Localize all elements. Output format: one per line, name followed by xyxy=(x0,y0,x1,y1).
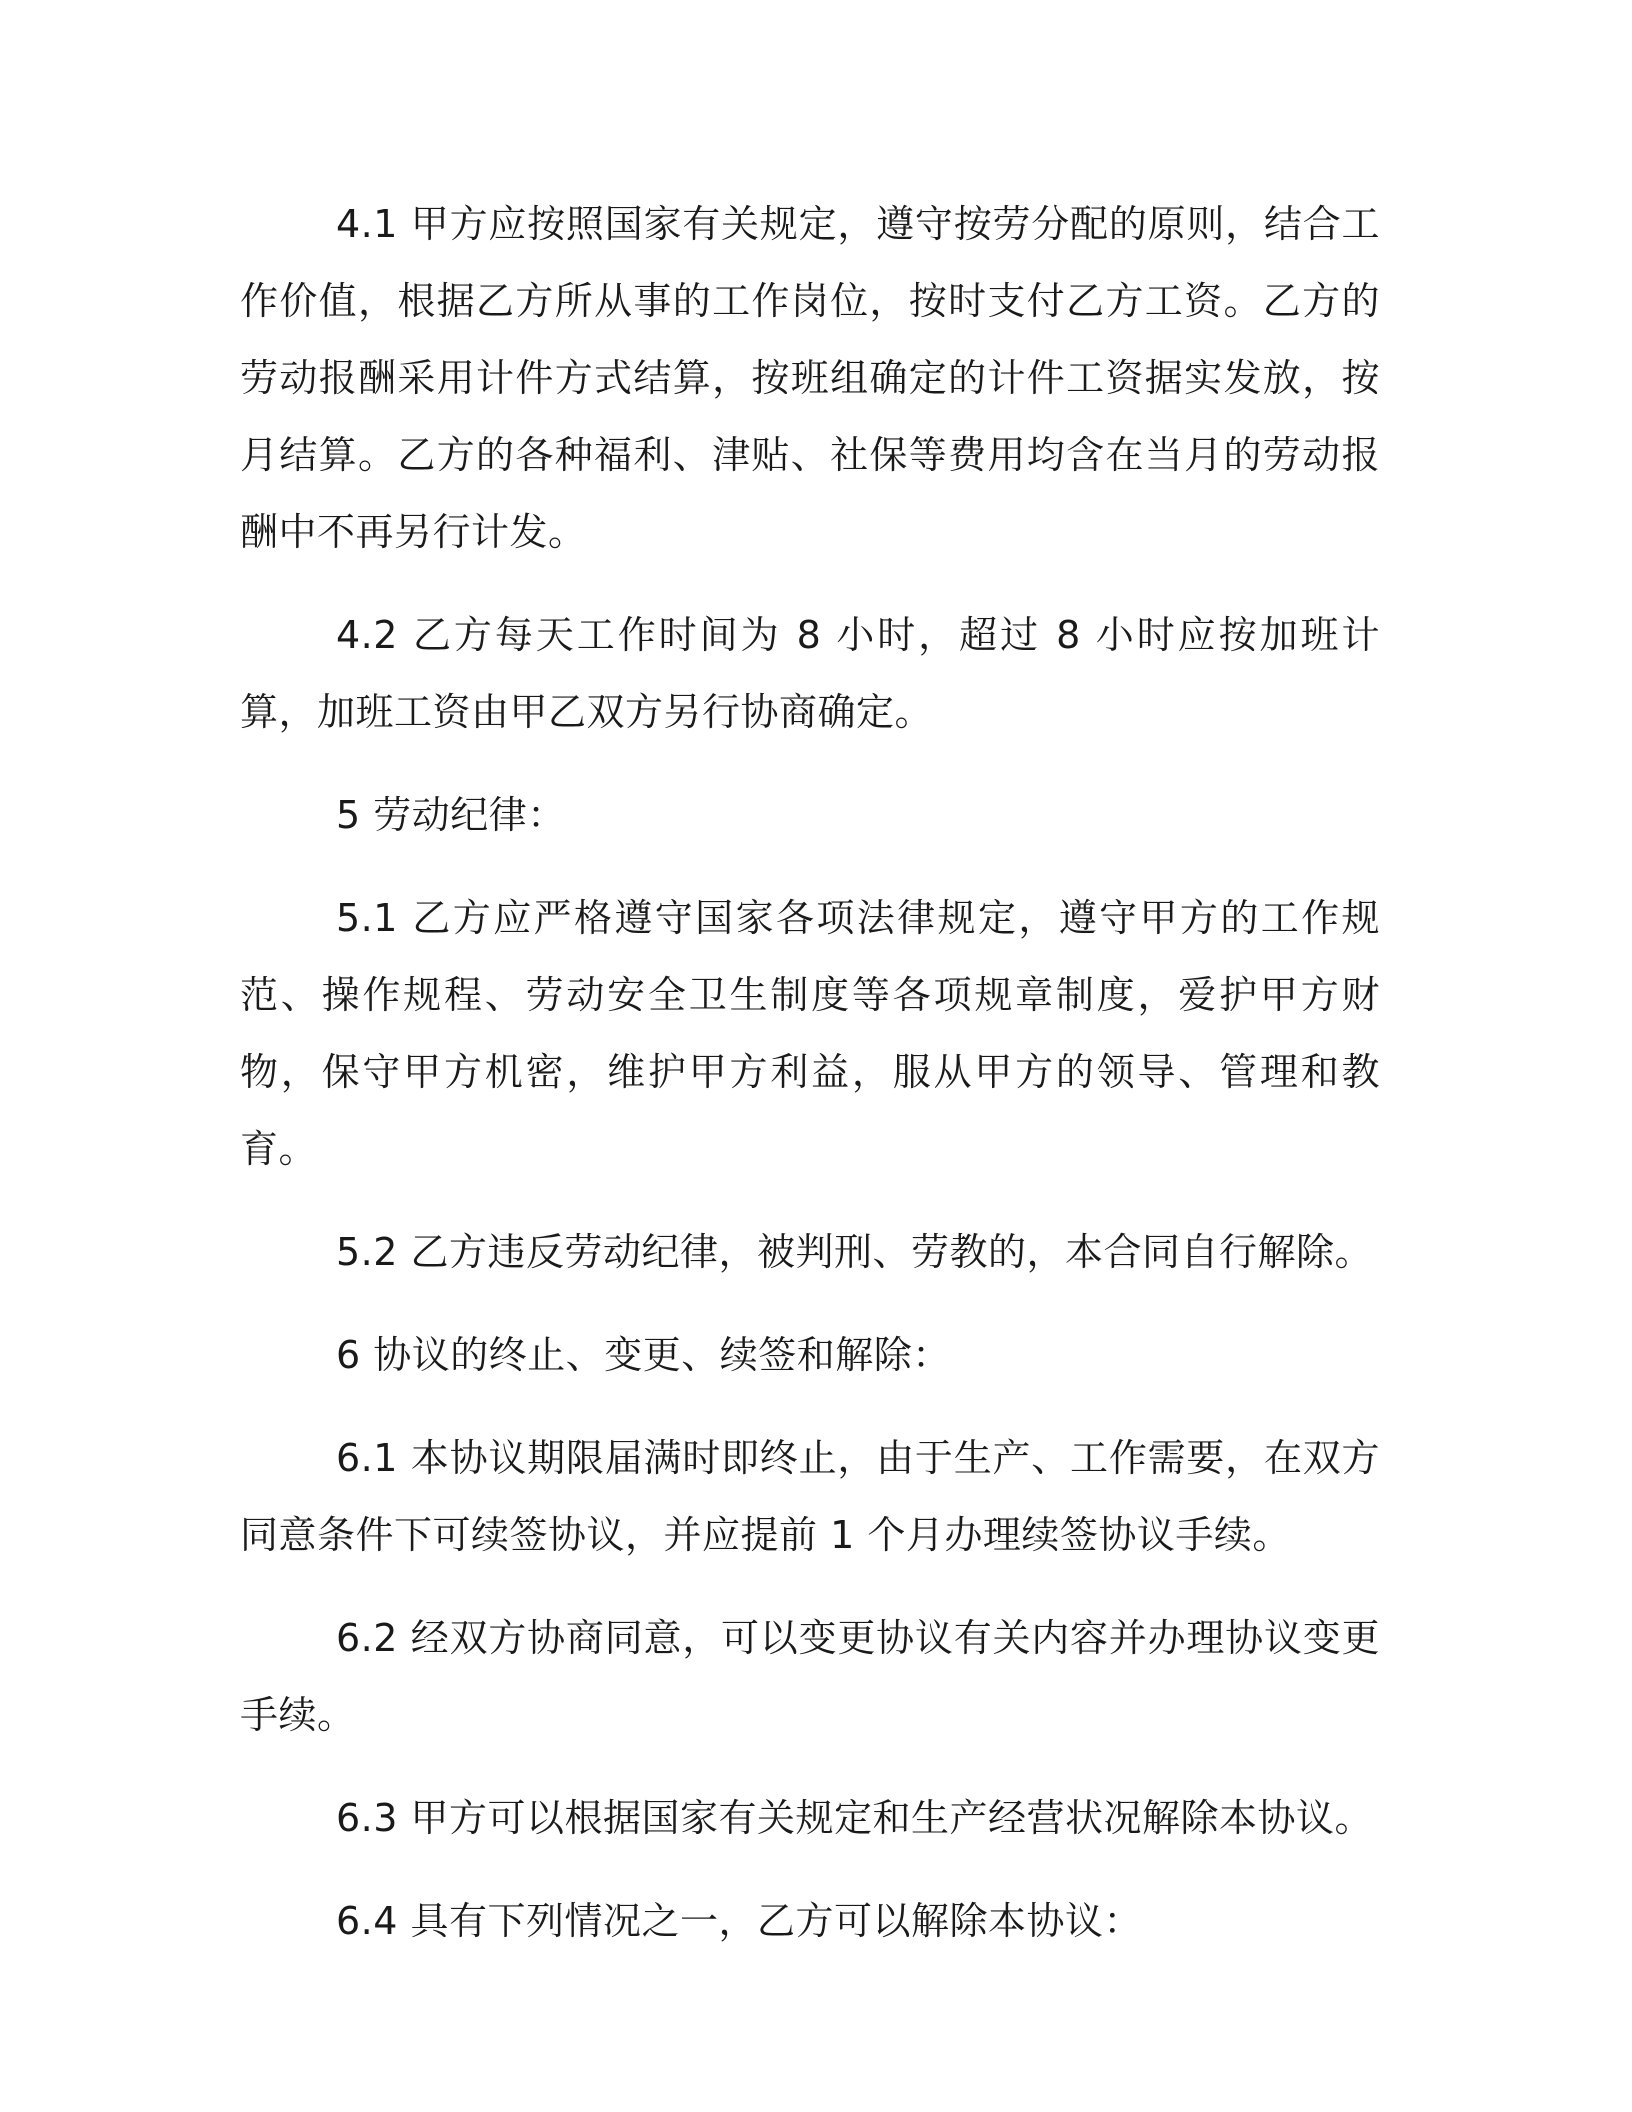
clause-4-1: 4.1 甲方应按照国家有关规定，遵守按劳分配的原则，结合工作价值，根据乙方所从事的工作岗位，按时支付乙方工资。乙方的劳动报酬采用计件方式结算，按班组确定的计件工资据实发放，按月结算。乙方的各种福利、津贴、社保等费用均含在当月的劳动报酬中不再另行计发。 xyxy=(240,202,1380,554)
clause-6-1: 6.1 本协议期限届满时即终止，由于生产、工作需要，在双方同意条件下可续签协议，并应提前 1 个月办理续签协议手续。 xyxy=(240,1436,1380,1557)
clause-6-4: 6.4 具有下列情况之一，乙方可以解除本协议： xyxy=(336,1899,1143,1943)
clause-5-1: 5.1 乙方应严格遵守国家各项法律规定，遵守甲方的工作规范、操作规程、劳动安全卫生制度等各项规章制度，爱护甲方财物，保守甲方机密，维护甲方利益，服从甲方的领导、管理和教育。 xyxy=(240,896,1380,1171)
clause-6-3: 6.3 甲方可以根据国家有关规定和生产经营状况解除本协议。 xyxy=(336,1796,1374,1840)
clause-6-2: 6.2 经双方协商同意，可以变更协议有关内容并办理协议变更手续。 xyxy=(240,1616,1380,1737)
document-body xyxy=(240,186,1380,1986)
clause-5-2: 5.2 乙方违反劳动纪律，被判刑、劳教的，本合同自行解除。 xyxy=(336,1230,1374,1274)
section-6-heading: 6 协议的终止、变更、续签和解除： xyxy=(336,1333,951,1377)
section-5-heading: 5 劳动纪律： xyxy=(336,793,566,837)
clause-4-2: 4.2 乙方每天工作时间为 8 小时，超过 8 小时应按加班计算，加班工资由甲乙双方另行协商确定。 xyxy=(240,613,1380,734)
